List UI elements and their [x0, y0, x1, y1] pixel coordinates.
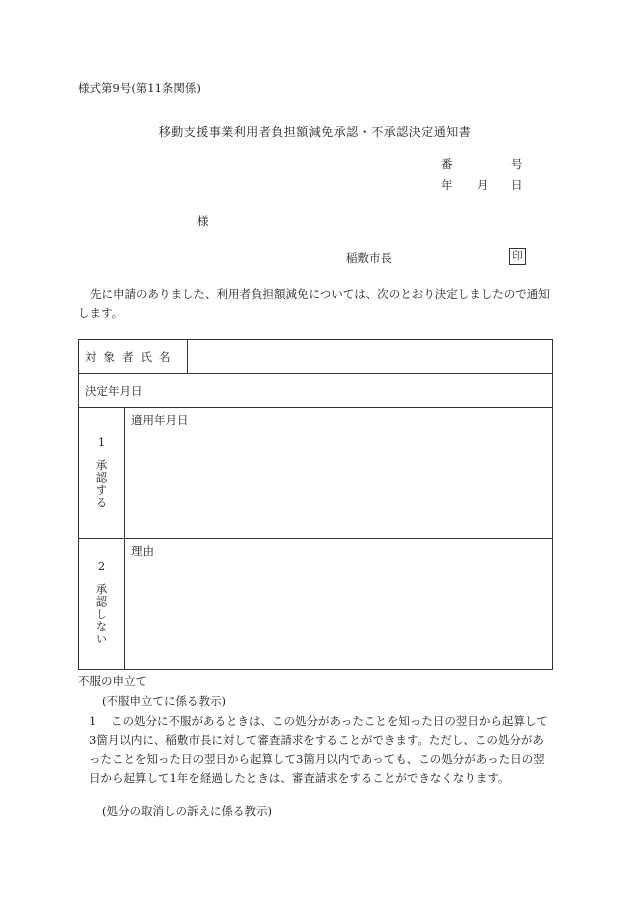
reject-side-label — [79, 539, 125, 670]
appeal-item-1-number: 1 — [89, 714, 97, 728]
appeal-subheading-2: (処分の取消しの訴えに係る教示) — [102, 804, 272, 818]
target-name-label: 対象者氏名 — [79, 340, 188, 374]
reject-number: 2 — [97, 559, 106, 574]
date-year: 年 — [441, 178, 453, 192]
issuer-name: 稲敷市長 — [346, 251, 392, 265]
number-prefix: 番 — [441, 157, 453, 171]
approve-label: 承認する — [94, 458, 109, 509]
reason-label: 理由 — [131, 544, 154, 558]
date-month: 月 — [477, 178, 489, 192]
approve-side-label — [79, 408, 125, 539]
target-name-cell[interactable] — [188, 340, 553, 374]
addressee-suffix: 様 — [197, 214, 209, 228]
approve-content-cell[interactable] — [125, 408, 553, 539]
appeal-item-1-text: この処分に不服があるときは、この処分があったことを知った日の翌日から起算して3箇月以内に、稲敷市長に対して審査請求をすることができます。ただし、この処分があったことを知った日の翌日から起算して3箇月以内であっても、この処分があった日の翌日から起算して1年を経過したときは、審査請求をすることができなくなります。 — [89, 714, 548, 785]
application-date-label: 適用年月日 — [131, 413, 189, 427]
intro-paragraph: 先に申請のありました、利用者負担額減免については、次のとおり決定しましたので通知します。 — [78, 287, 550, 320]
appeal-subheading-1: (不服申立てに係る教示) — [102, 694, 226, 708]
date-day: 日 — [511, 178, 523, 192]
form-number-label: 様式第9号(第11条関係) — [78, 81, 201, 95]
seal-mark: 印 — [509, 248, 526, 265]
decision-table — [78, 339, 553, 670]
document-title: 移動支援事業利用者負担額減免承認・不承認決定通知書 — [158, 125, 472, 139]
decision-date-row[interactable] — [79, 374, 553, 408]
appeal-heading: 不服の申立て — [78, 674, 147, 688]
decision-date-label: 決定年月日 — [85, 383, 143, 398]
reject-content-cell[interactable] — [125, 539, 553, 670]
approve-number: 1 — [97, 434, 106, 449]
reject-label: 承認しない — [94, 583, 109, 646]
number-suffix: 号 — [511, 157, 523, 171]
appeal-item-1 — [89, 712, 554, 788]
